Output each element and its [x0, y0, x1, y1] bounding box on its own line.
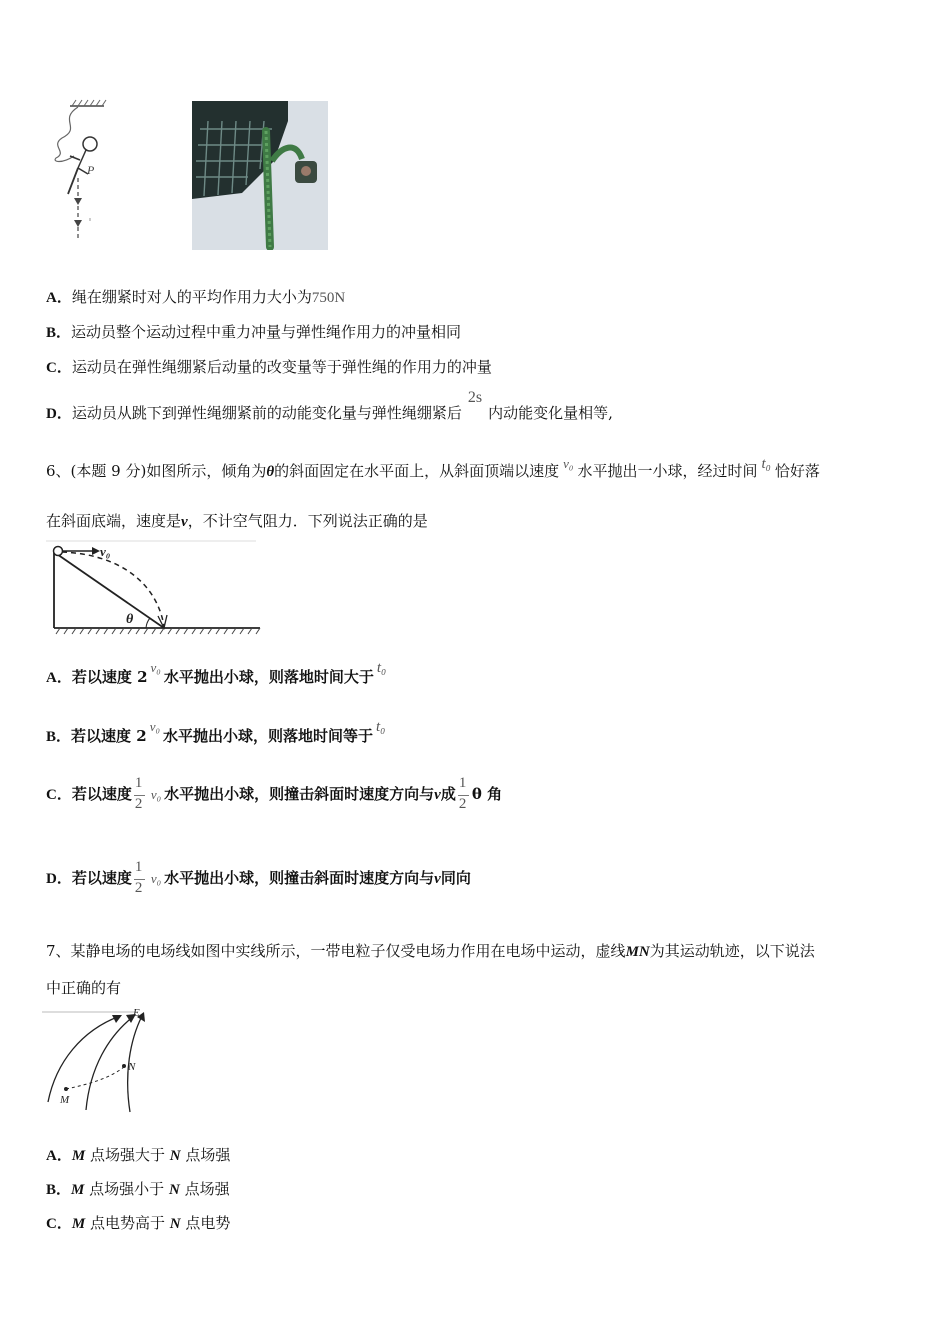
option-label: B． — [46, 325, 72, 341]
q7-option-a[interactable]: A．M 点场强大于 N 点场强 — [46, 1146, 231, 1164]
q5-option-d[interactable] — [46, 386, 613, 422]
q5-option-a[interactable] — [46, 286, 345, 307]
bungee-diagram — [48, 98, 110, 244]
field-lines-diagram — [42, 1004, 152, 1116]
option-text: 运动员整个运动过程中重力冲量与弹性绳作用力的冲量相同 — [71, 323, 462, 341]
v0-symbol: v₀ — [150, 871, 162, 886]
q6-option-c[interactable]: C．若以速度 $\frac{1}{2}$ v₀ 水平抛出小球，则撞击斜面时速度方向与v成 $\frac{1}{2}$ θ 角 — [46, 775, 502, 815]
fraction-half: $\frac{1}{2}$ — [134, 859, 146, 899]
option-label: D． — [46, 406, 72, 422]
v0-symbol: v₀ — [150, 660, 161, 675]
q7-stem-line1: 7、某静电场的电场线如图中实线所示，一带电粒子仅受电场力作用在电场中运动，虚线MN为其运动轨迹，以下说法 — [46, 942, 815, 960]
q6-option-d[interactable]: D．若以速度 $\frac{1}{2}$ v₀ 水平抛出小球，则撞击斜面时速度方向与v同向 — [46, 859, 471, 899]
bungee-photo — [192, 101, 328, 250]
t0-symbol: t₀ — [376, 719, 386, 735]
option-text-after: 内动能变化量相等, — [488, 404, 613, 422]
option-text: 运动员从跳下到弹性绳绷紧前的动能变化量与弹性绳绷紧后 — [71, 404, 462, 422]
mn-symbol: MN — [625, 944, 650, 960]
v-symbol: v — [181, 514, 188, 530]
q6-stem-line1: 6、(本题 9 分)如图所示，倾角为θ的斜面固定在水平面上，从斜面顶端以速度 v₀ 水平抛出一小球，经过时间 t₀ 恰好落 — [46, 456, 820, 480]
q7-option-c[interactable]: C．M 点电势高于 N 点电势 — [46, 1214, 231, 1232]
fraction-half: $\frac{1}{2}$ — [458, 775, 470, 815]
q6-option-a[interactable]: A．若以速度 2v₀水平抛出小球，则落地时间大于 t₀ — [46, 660, 387, 686]
v0-symbol: v₀ — [150, 787, 162, 802]
t0-symbol: t₀ — [376, 660, 387, 676]
v-symbol: v — [434, 787, 441, 803]
e-label: E — [133, 1007, 140, 1019]
v0-label: v₀ — [100, 544, 111, 559]
fraction-half: $\frac{1}{2}$ — [134, 775, 146, 815]
option-label: A． — [46, 290, 72, 306]
theta-label: θ — [126, 612, 134, 627]
v-symbol: v — [434, 871, 441, 887]
q6-stem-line2: 在斜面底端，速度是v，不计空气阻力．下列说法正确的是 — [46, 512, 428, 530]
q7-stem-line2: 中正确的有 — [46, 979, 122, 997]
time-value: 2s — [467, 389, 483, 406]
option-label: C． — [46, 360, 72, 376]
q5-option-b[interactable] — [46, 321, 461, 342]
force-value: 750N — [311, 290, 346, 306]
v0-symbol: v₀ — [149, 719, 160, 734]
t0-symbol: t₀ — [761, 456, 771, 472]
m-label: M — [60, 1094, 70, 1106]
point-p-label: P — [87, 163, 95, 177]
option-text: 绳在绷紧时对人的平均作用力大小为 — [71, 288, 312, 306]
n-label: N — [128, 1061, 136, 1073]
q6-option-b[interactable]: B．若以速度 2v₀水平抛出小球，则落地时间等于 t₀ — [46, 719, 386, 745]
q7-option-b[interactable]: B．M 点场强小于 N 点场强 — [46, 1180, 230, 1198]
v0-symbol: v₀ — [563, 456, 574, 471]
theta-symbol: θ — [266, 464, 275, 480]
option-text: 运动员在弹性绳绷紧后动量的改变量等于弹性绳的作用力的冲量 — [71, 358, 492, 376]
incline-diagram — [46, 540, 262, 636]
q5-option-c[interactable] — [46, 356, 492, 377]
